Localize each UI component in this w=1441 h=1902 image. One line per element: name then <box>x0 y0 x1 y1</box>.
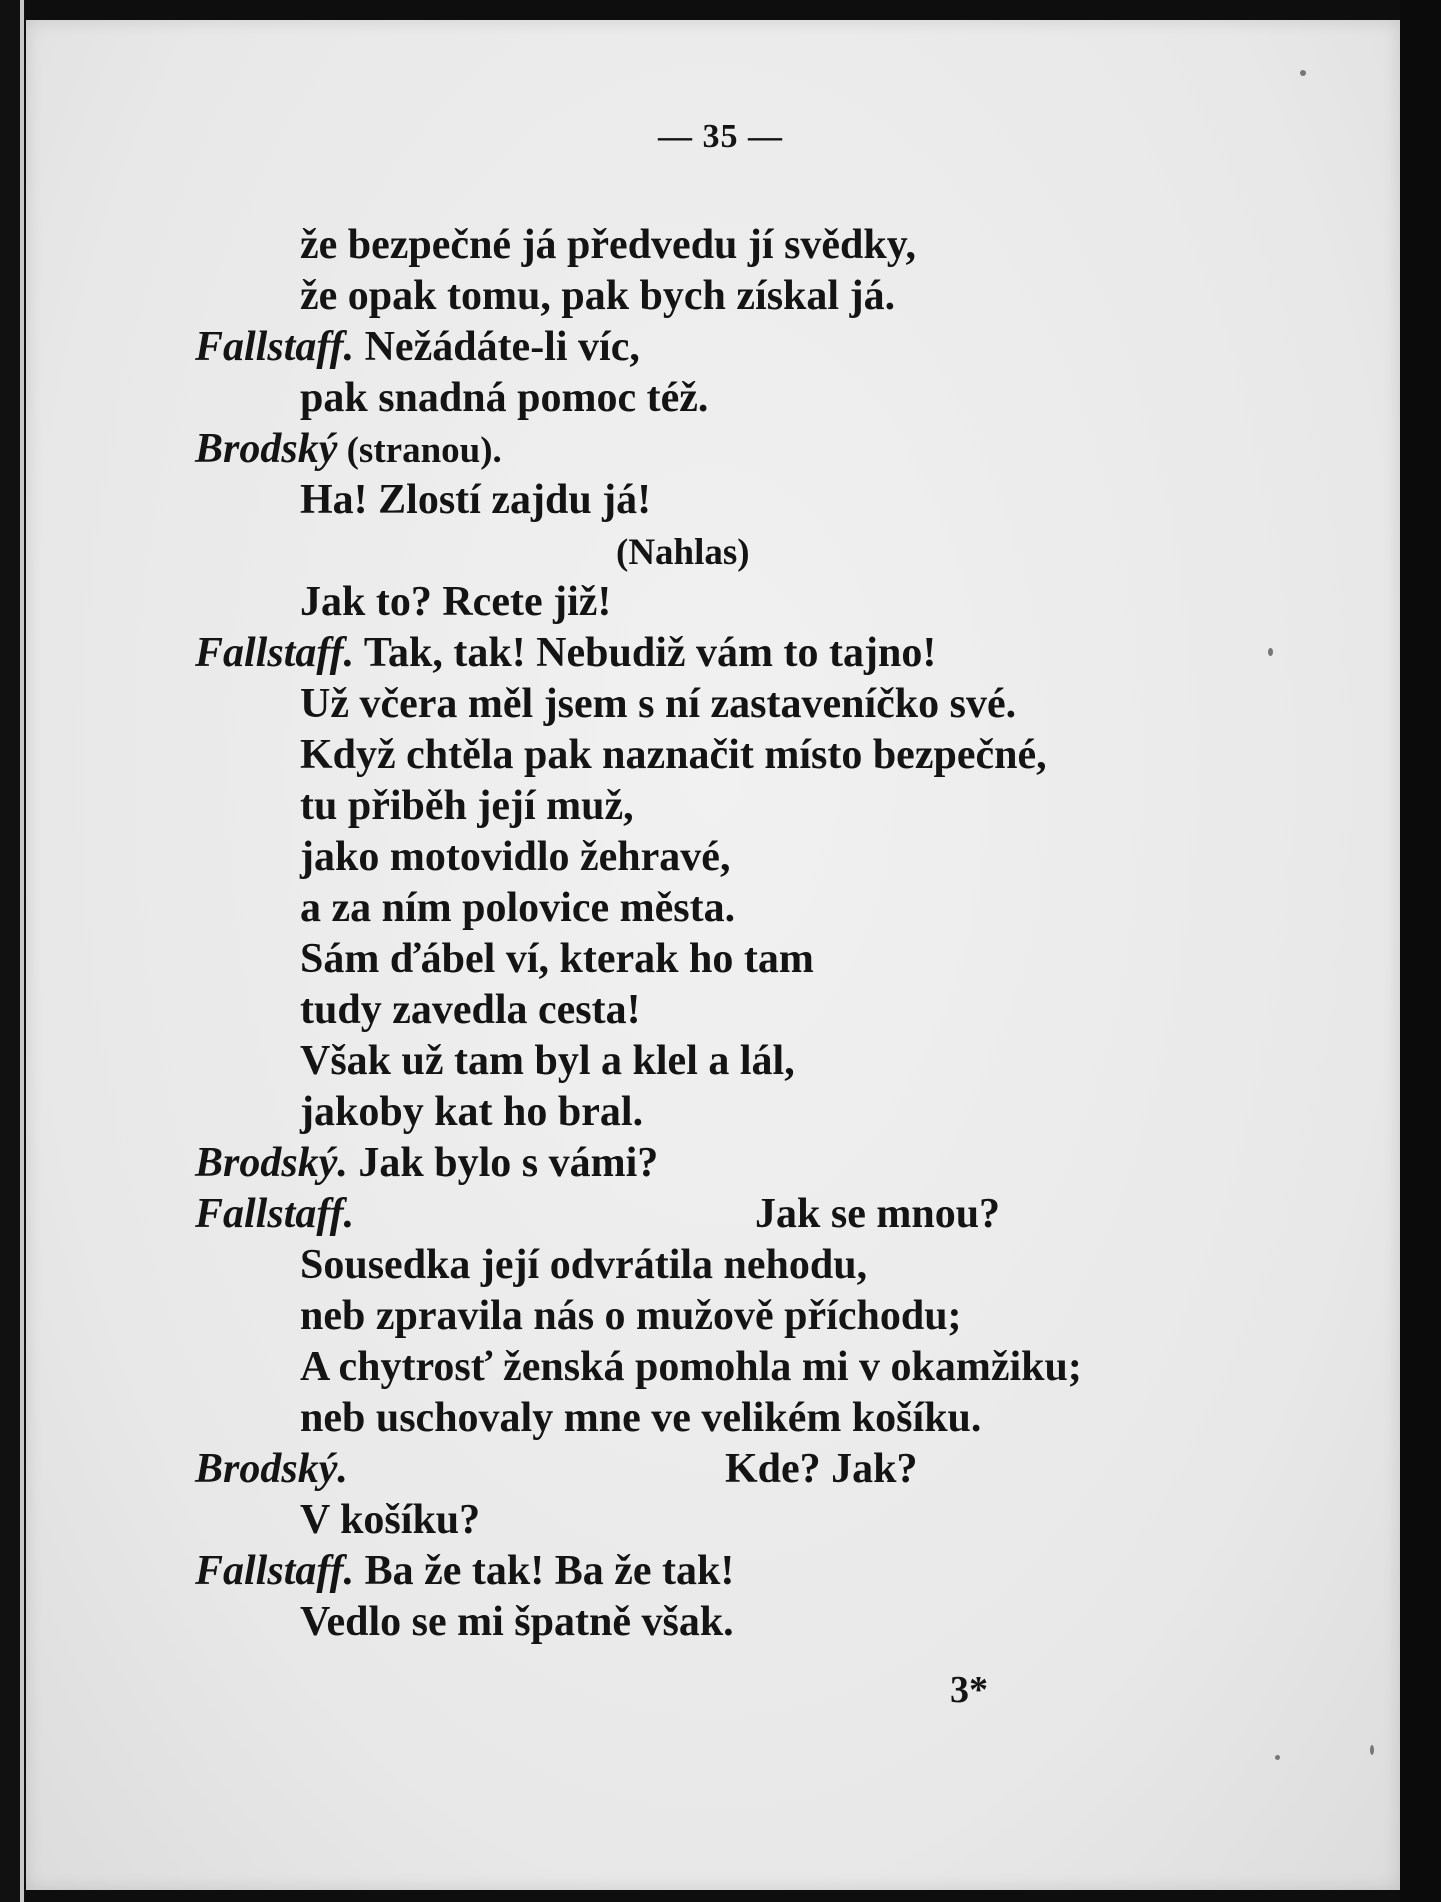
ink-speck <box>1268 648 1273 656</box>
stage-direction: (Nahlas) <box>616 532 750 573</box>
verse-line: tu přiběh její muž, <box>300 783 634 829</box>
speaker-line: Brodský. Jak bylo s vámi? <box>195 1140 659 1186</box>
verse-line: A chytrosť ženská pomohla mi v okamžiku; <box>300 1344 1082 1390</box>
verse-line: neb uschovaly mne ve velikém košíku. <box>300 1395 982 1441</box>
ink-speck <box>1300 70 1306 76</box>
speaker-line: Fallstaff. Tak, tak! Nebudiž vám to tajno! <box>195 630 937 676</box>
speaker-line: Fallstaff. Ba že tak! Ba že tak! <box>195 1548 735 1594</box>
verse-line: jako motovidlo žehravé, <box>300 834 731 880</box>
speaker-line: Fallstaff. Nežádáte-li víc, <box>195 324 640 370</box>
verse-line: tudy zavedla cesta! <box>300 987 641 1033</box>
speaker-name: Brodský. <box>195 1140 348 1186</box>
speaker-name: Brodský <box>195 426 338 472</box>
scan-gutter-line <box>20 0 24 1902</box>
verse-line: Však už tam byl a klel a lál, <box>300 1038 795 1084</box>
verse-line: Když chtěla pak naznačit místo bezpečné, <box>300 732 1047 778</box>
verse-line: Vedlo se mi špatně však. <box>300 1599 734 1645</box>
verse-line: jakoby kat ho bral. <box>300 1089 644 1135</box>
speaker-name: Fallstaff. <box>195 1548 355 1594</box>
speaker-line: Fallstaff. Jak se mnou? <box>195 1191 1001 1237</box>
stage-direction-line <box>616 526 750 576</box>
verse-line: a za ním polovice města. <box>300 885 736 931</box>
ink-speck <box>1370 1745 1374 1755</box>
verse-line: Sám ďábel ví, kterak ho tam <box>300 936 814 982</box>
verse-line: Sousedka její odvrátila nehodu, <box>300 1242 868 1288</box>
verse-line: Jak to? Rcete již! <box>300 579 612 625</box>
stage-direction: (stranou). <box>337 430 502 471</box>
speaker-name: Fallstaff. <box>195 324 355 370</box>
speaker-name: Brodský. <box>195 1446 348 1492</box>
verse-line: že bezpečné já předvedu jí svědky, <box>300 222 916 268</box>
speaker-line: Brodský. Kde? Jak? <box>195 1446 918 1492</box>
scan-right-border <box>1400 0 1441 1902</box>
ink-speck <box>1275 1755 1280 1760</box>
verse-line: neb zpravila nás o mužově příchodu; <box>300 1293 962 1339</box>
verse-line: pak snadná pomoc též. <box>300 375 709 421</box>
verse-line: Ha! Zlostí zajdu já! <box>300 477 652 523</box>
verse-line: že opak tomu, pak bych získal já. <box>300 273 896 319</box>
verse-line: Už včera měl jsem s ní zastaveníčko své. <box>300 681 1017 727</box>
page-number: — 35 — <box>658 118 783 155</box>
signature-mark: 3* <box>950 1669 988 1711</box>
speaker-line <box>195 424 502 474</box>
verse-line: V košíku? <box>300 1497 481 1543</box>
speaker-name: Fallstaff. <box>195 1191 355 1237</box>
speaker-name: Fallstaff. <box>195 630 355 676</box>
